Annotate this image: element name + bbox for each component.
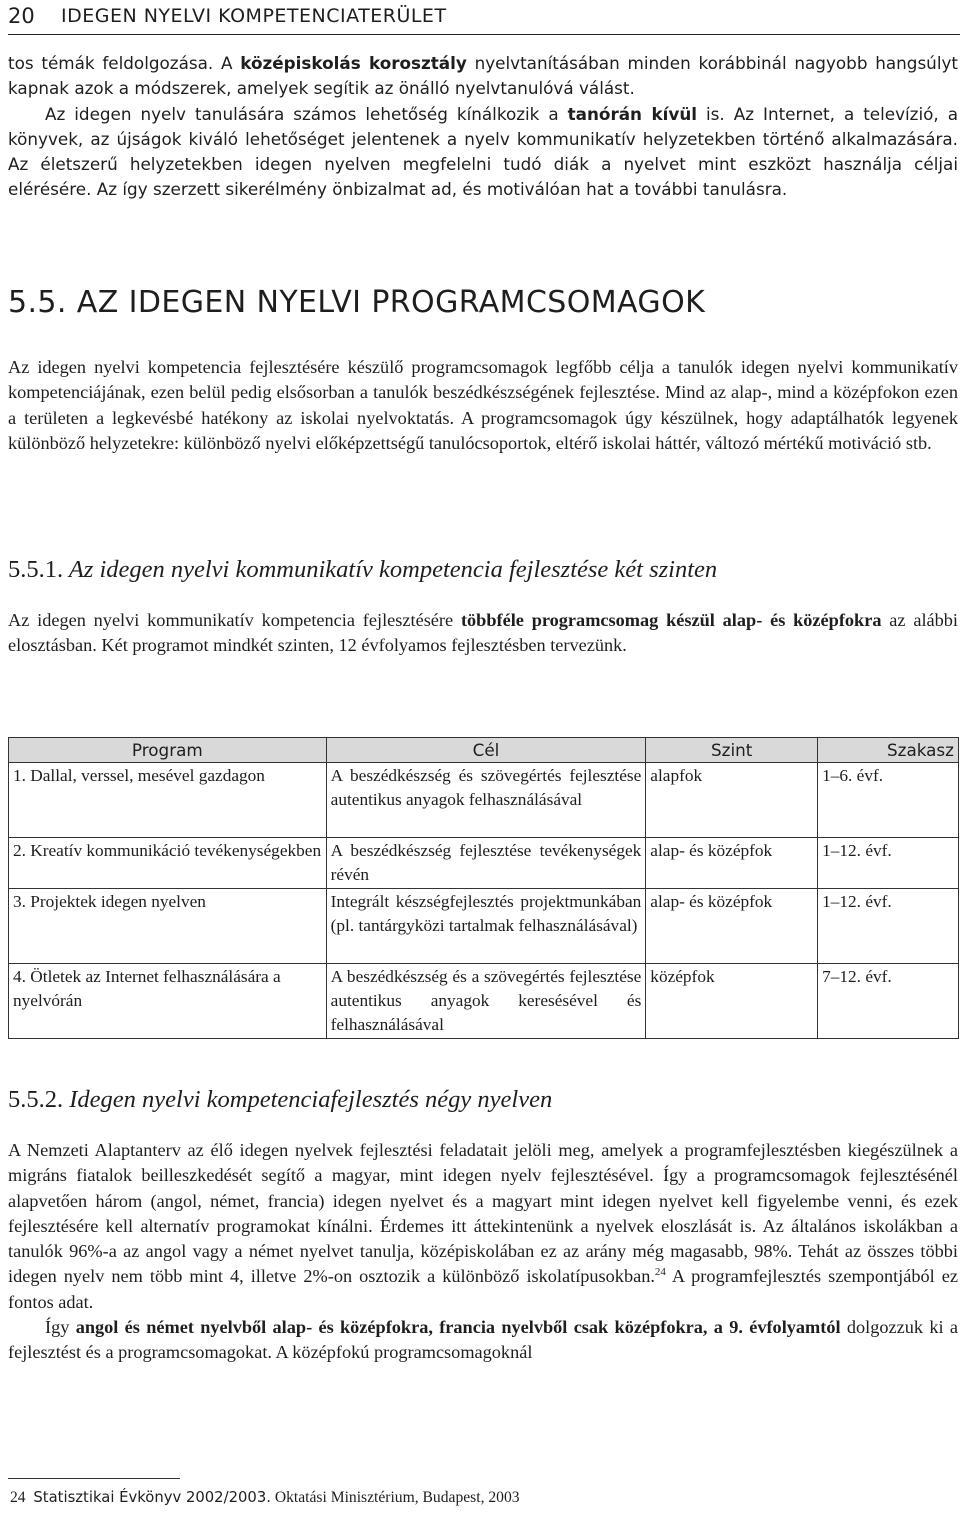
footnote-source: Oktatási Minisztérium, Budapest, 2003: [270, 1489, 520, 1506]
subsection-1-paragraph: Az idegen nyelvi kommunikatív kompetencia fejlesztésére többféle programcsomag készül alap- és középfokra az alábbi elosztásban. Két programot mindkét szinten, 12 évfolyamos fejlesztésben tervezünk.: [8, 610, 958, 656]
footnote-divider: [8, 1478, 180, 1479]
emphasis: többféle programcsomag készül alap- és középfokra: [460, 610, 882, 630]
emphasis: középiskolás korosztály: [240, 53, 467, 73]
table-row: [9, 889, 959, 964]
footnote-number: 24: [10, 1489, 26, 1506]
cell-program: 1. Dallal, verssel, mesével gazdagon: [9, 763, 327, 838]
cell-program: 4. Ötletek az Internet felhasználására a nyelvórán: [9, 964, 327, 1039]
cell-goal: A beszédkészség és szövegértés fejlesztése autentikus anyagok felhasználásával: [326, 763, 646, 838]
cell-phase: 1–12. évf.: [818, 889, 959, 964]
subsection-heading-1: 5.5.1. Az idegen nyelvi kommunikatív kompetencia fejlesztése két szinten: [8, 556, 718, 583]
cell-program: 3. Projektek idegen nyelven: [9, 889, 327, 964]
table-row: [9, 838, 959, 889]
footnote-title: Statisztikai Évkönyv 2002/2003.: [33, 1489, 271, 1506]
cell-program: 2. Kreatív kommunikáció tevékenységekben: [9, 838, 327, 889]
subsection-2-body: [8, 1138, 958, 1366]
section-body: [8, 355, 958, 456]
footnote-ref: 24: [654, 1266, 666, 1279]
cell-level: alap- és középfok: [646, 889, 818, 964]
col-header-phase: Szakasz: [818, 738, 959, 763]
running-title: IDEGEN NYELVI KOMPETENCIATERÜLET: [61, 5, 447, 27]
emphasis: tanórán kívül: [567, 103, 698, 124]
subsection-heading-2: 5.5.2. Idegen nyelvi kompetenciafejlesztés négy nyelven: [8, 1086, 553, 1113]
cell-goal: A beszédkészség és a szövegértés fejlesztése autentikus anyagok keresésével és felhasználásával: [326, 964, 646, 1039]
table-row: [9, 763, 959, 838]
intro-paragraph-1: tos témák feldolgozása. A középiskolás korosztály nyelvtanításában minden korábbinál nagyobb hangsúlyt kapnak azok a módszerek, amelyek segítik az önálló nyelvtanulóvá válást.: [8, 53, 958, 99]
table-header-row: [9, 738, 959, 763]
cell-level: alap- és középfok: [646, 838, 818, 889]
intro-block: [8, 51, 958, 203]
col-header-goal: Cél: [326, 738, 646, 763]
running-header: [8, 0, 960, 35]
col-header-program: Program: [9, 738, 327, 763]
intro-paragraph-2: Az idegen nyelv tanulására számos lehetőség kínálkozik a tanórán kívül is. Az Internet, a televízió, a könyvek, az újságok kiváló lehetőséget jelentenek a nyelv kommunikatív helyzetekben történő alkalmazására. Az életszerű helyzetekben idegen nyelven megfelelni tudó diák a nyelvet mint eszközt használja céljai elérésére. Az így szerzett sikerélmény önbizalmat ad, és motiválóan hat a további tanulásra.: [8, 103, 959, 200]
subsection-2-paragraph-1: A Nemzeti Alaptanterv az élő idegen nyelvek fejlesztési feladatait jelöli meg, amelyek a programfejlesztésben kiegészülnek a migráns fiatalok beilleszkedését segítő a magyar, mint idegen nyelv fejlesztésével. Így a programcsomagok fejlesztésénél alapvetően három (angol, német, francia) idegen nyelvet és a magyart mint idegen nyelvet kell figyelembe venni, és ezek fejlesztésére kell alternatív programokat kínálni. Érdemes itt áttekintenünk a nyelvek eloszlását is. Az általános iskolákban a tanulók 96%-a az angol vagy a német nyelvet tanulja, középiskolában ez az arány még magasabb, 98%. Tehát az összes többi idegen nyelv nem több mint 4, illetve 2%-on osztozik a különböző iskolatípusokban.$^{24}$ A programfejlesztés szempontjából ez fontos adat.: [8, 1140, 958, 1312]
col-header-level: Szint: [646, 738, 818, 763]
cell-level: alapfok: [646, 763, 818, 838]
program-table: [8, 737, 959, 1039]
cell-phase: 1–6. évf.: [818, 763, 959, 838]
emphasis: angol és német nyelvből alap- és középfokra, francia nyelvből csak középfokra, a 9. évfolyamtól: [75, 1317, 841, 1338]
subsection-1-body: [8, 608, 958, 659]
cell-level: középfok: [646, 964, 818, 1039]
cell-phase: 7–12. évf.: [818, 964, 959, 1039]
cell-goal: Integrált készségfejlesztés projektmunkában (pl. tantárgyközi tartalmak felhasználásával): [326, 889, 646, 964]
table-row: [9, 964, 959, 1039]
footnote: [10, 1489, 520, 1507]
cell-goal: A beszédkészség fejlesztése tevékenységek révén: [326, 838, 646, 889]
cell-phase: 1–12. évf.: [818, 838, 959, 889]
section-paragraph: Az idegen nyelvi kompetencia fejlesztésére készülő programcsomagok legfőbb célja a tanulók idegen nyelvi kommunikatív kompetenciájának, ezen belül pedig elsősorban a tanulók beszédkészségének fejlesztése. Mind az alap-, mind a középfokon ezen a területen a legkevésbé hatékony az iskolai nyelvoktatás. A programcsomagok úgy készülnek, hogy adaptálhatók legyenek különböző helyzetekre: különböző nyelvi előképzettségű tanulócsoportok, eltérő iskolai háttér, változó mértékű motiváció stb.: [8, 357, 958, 453]
page-number: 20: [8, 4, 35, 28]
section-heading: 5.5. AZ IDEGEN NYELVI PROGRAMCSOMAGOK: [8, 285, 706, 320]
subsection-2-paragraph-2: Így angol és német nyelvből alap- és középfokra, francia nyelvből csak középfokra, a 9. évfolyamtól dolgozzuk ki a fejlesztést és a programcsomagokat. A középfokú programcsomagoknál: [8, 1317, 958, 1363]
